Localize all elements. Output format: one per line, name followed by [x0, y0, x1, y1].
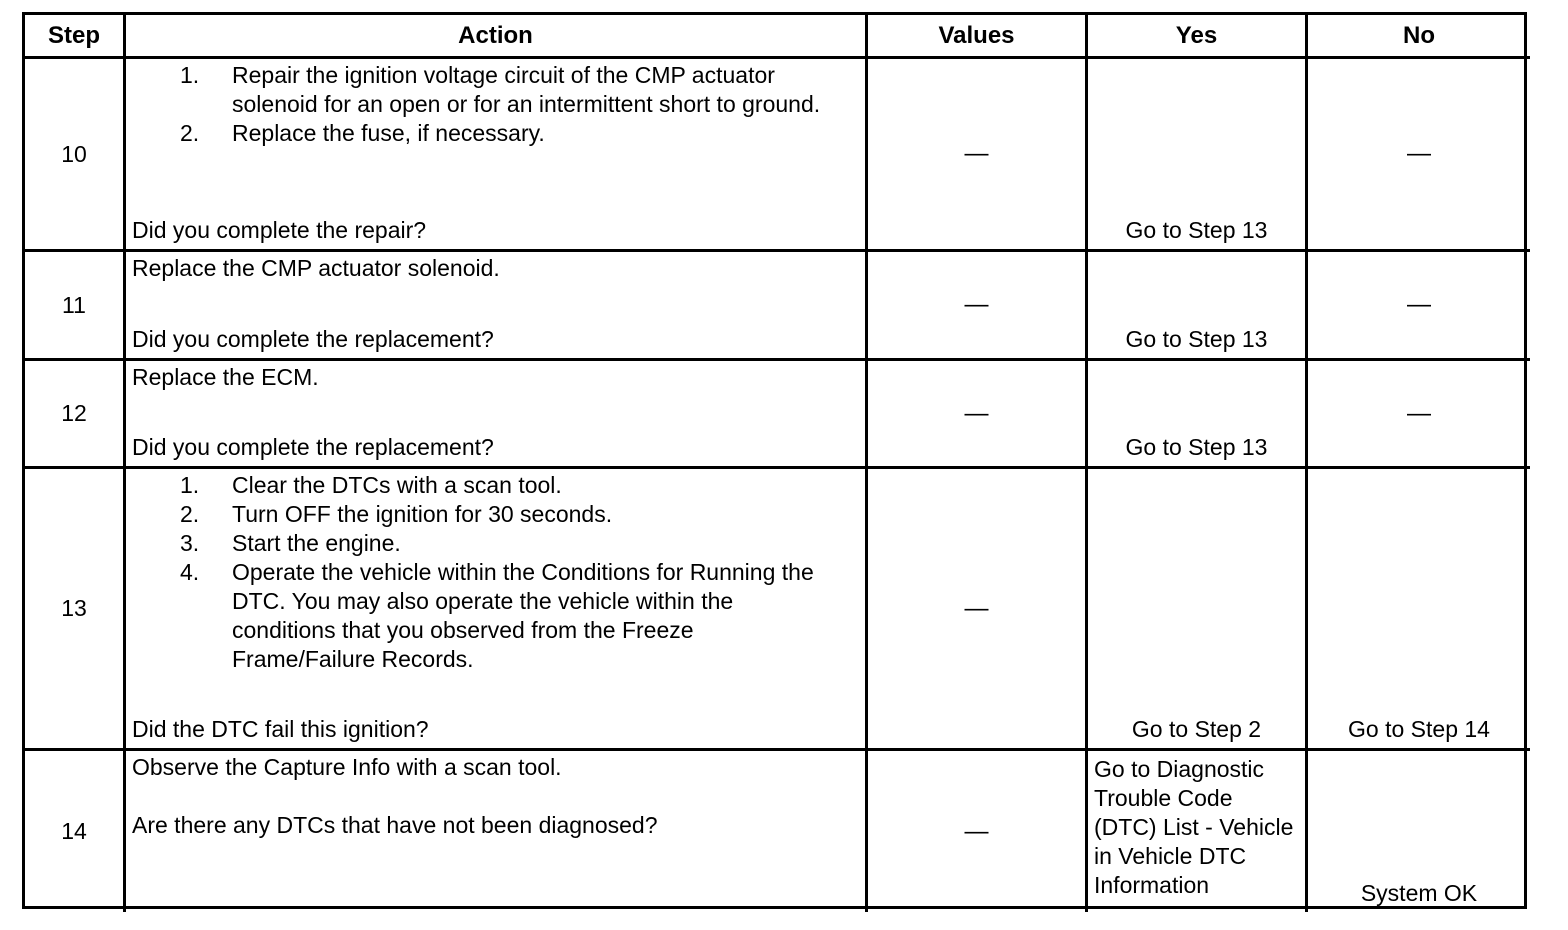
diagnostic-table	[22, 12, 1527, 909]
yes-cell: Go to Step 2	[1088, 469, 1308, 751]
action-step-number: 4.	[180, 559, 200, 585]
step-number: 11	[25, 252, 126, 361]
action-step	[132, 61, 859, 119]
header-yes: Yes	[1088, 15, 1308, 59]
header-action: Action	[126, 15, 868, 59]
step-number: 12	[25, 361, 126, 469]
action-cell	[126, 252, 868, 361]
action-step-number: 2.	[180, 501, 200, 527]
action-question: Did you complete the replacement?	[132, 326, 494, 352]
action-step-number: 1.	[180, 62, 200, 88]
yes-cell: Go to Step 13	[1088, 252, 1308, 361]
action-question: Did you complete the replacement?	[132, 434, 494, 460]
step-number: 10	[25, 59, 126, 252]
action-step-number: 2.	[180, 120, 200, 146]
action-step	[132, 500, 859, 529]
no-cell: —	[1308, 361, 1530, 469]
action-question: Did the DTC fail this ignition?	[132, 716, 429, 742]
action-cell	[126, 59, 868, 252]
header-step: Step	[25, 15, 126, 59]
action-question: Did you complete the repair?	[132, 217, 427, 243]
action-step	[132, 529, 859, 558]
action-cell	[126, 361, 868, 469]
action-step	[132, 471, 859, 500]
yes-cell: Go to Diagnostic Trouble Code (DTC) List - Vehicle in Vehicle DTC Information	[1088, 751, 1308, 912]
values-cell: —	[868, 469, 1088, 751]
action-step-text: Clear the DTCs with a scan tool.	[232, 472, 562, 498]
no-cell: —	[1308, 252, 1530, 361]
action-step-text: Turn OFF the ignition for 30 seconds.	[232, 501, 613, 527]
action-step-text: Start the engine.	[232, 530, 401, 556]
action-steps	[132, 471, 859, 674]
action-step-number: 1.	[180, 472, 200, 498]
action-step	[132, 558, 859, 674]
step-number: 14	[25, 751, 126, 912]
header-no: No	[1308, 15, 1530, 59]
step-number: 13	[25, 469, 126, 751]
action-intro: Replace the ECM.	[132, 364, 319, 390]
action-step-text: Operate the vehicle within the Conditions for Running the DTC. You may also operate the vehicle within the conditions that you observed from the Freeze Frame/Failure Records.	[232, 559, 814, 672]
action-step-text: Repair the ignition voltage circuit of the CMP actuator solenoid for an open or for an intermittent short to ground.	[232, 62, 821, 117]
action-step-text: Replace the fuse, if necessary.	[232, 120, 545, 146]
header-values: Values	[868, 15, 1088, 59]
action-step-number: 3.	[180, 530, 200, 556]
yes-cell: Go to Step 13	[1088, 361, 1308, 469]
action-intro: Replace the CMP actuator solenoid.	[132, 255, 500, 281]
action-intro: Observe the Capture Info with a scan tool.	[132, 754, 562, 780]
values-cell: —	[868, 59, 1088, 252]
action-step	[132, 119, 859, 148]
yes-cell: Go to Step 13	[1088, 59, 1308, 252]
values-cell: —	[868, 252, 1088, 361]
values-cell: —	[868, 751, 1088, 912]
no-cell: System OK	[1360, 880, 1478, 906]
values-cell: —	[868, 361, 1088, 469]
action-cell	[126, 751, 868, 912]
spacer	[132, 782, 859, 811]
no-cell: —	[1308, 59, 1530, 252]
no-cell: Go to Step 14	[1308, 469, 1530, 751]
action-question: Are there any DTCs that have not been diagnosed?	[132, 812, 658, 838]
action-steps	[132, 61, 859, 148]
action-cell	[126, 469, 868, 751]
